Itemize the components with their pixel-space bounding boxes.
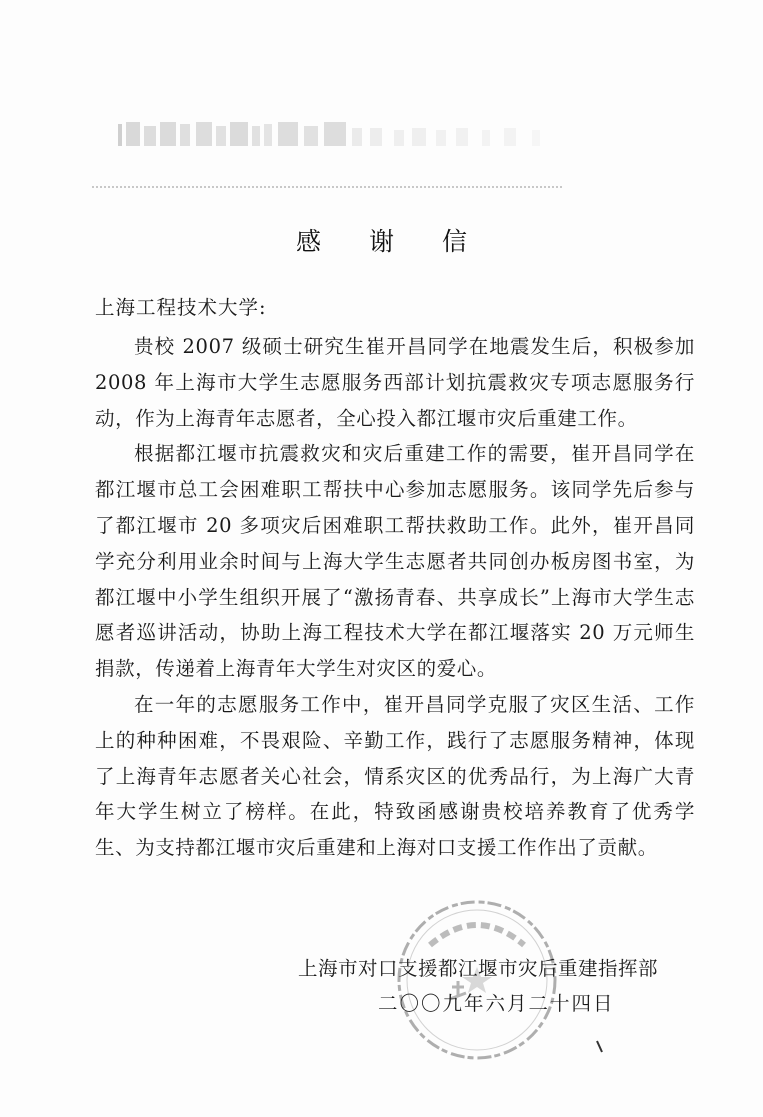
signature-organization: 上海市对口支援都江堰市灾后重建指挥部 bbox=[298, 957, 659, 980]
letter-title: 感 谢 信 bbox=[296, 226, 487, 256]
paragraph-1: 贵校 2007 级硕士研究生崔开昌同学在地震发生后，积极参加 2008 年上海市大学生志愿服务西部计划抗震救灾专项志愿服务行动，作为上海青年志愿者，全心投入都江堰市灾后重建工作。 bbox=[95, 335, 695, 430]
paragraph-3: 在一年的志愿服务工作中，崔开昌同学克服了灾区生活、工作上的种种困难，不畏艰险、辛勤工作，践行了志愿服务精神，体现了上海青年志愿者关心社会，情系灾区的优秀品行，为上海广大青年大学生树立了榜样。在此，特致函感谢贵校培养教育了优秀学生、为支持都江堰市灾后重建和上海对口支援工作作出了贡献。 bbox=[95, 692, 695, 860]
letterhead-logo-icon bbox=[112, 118, 562, 152]
scan-mark-icon bbox=[596, 1040, 604, 1054]
salutation: 上海工程技术大学: bbox=[95, 296, 267, 319]
signature-date: 二〇〇九年六月二十四日 bbox=[378, 992, 615, 1015]
letterhead-divider bbox=[92, 186, 562, 188]
letter-body bbox=[95, 329, 695, 866]
paragraph-2: 根据都江堰市抗震救灾和灾后重建工作的需要，崔开昌同学在都江堰市总工会困难职工帮扶中心参加志愿服务。该同学先后参与了都江堰市 20 多项灾后困难职工帮扶救助工作。此外，崔开昌同学充分利用业余时间与上海大学生志愿者共同创办板房图书室，为都江堰中小学生组织开展了“激扬青春、共享成长”上海市大学生志愿者巡讲活动，协助上海工程技术大学在都江堰落实 20 万元师生捐款，传递着上海青年大学生对灾区的爱心。 bbox=[95, 442, 695, 681]
